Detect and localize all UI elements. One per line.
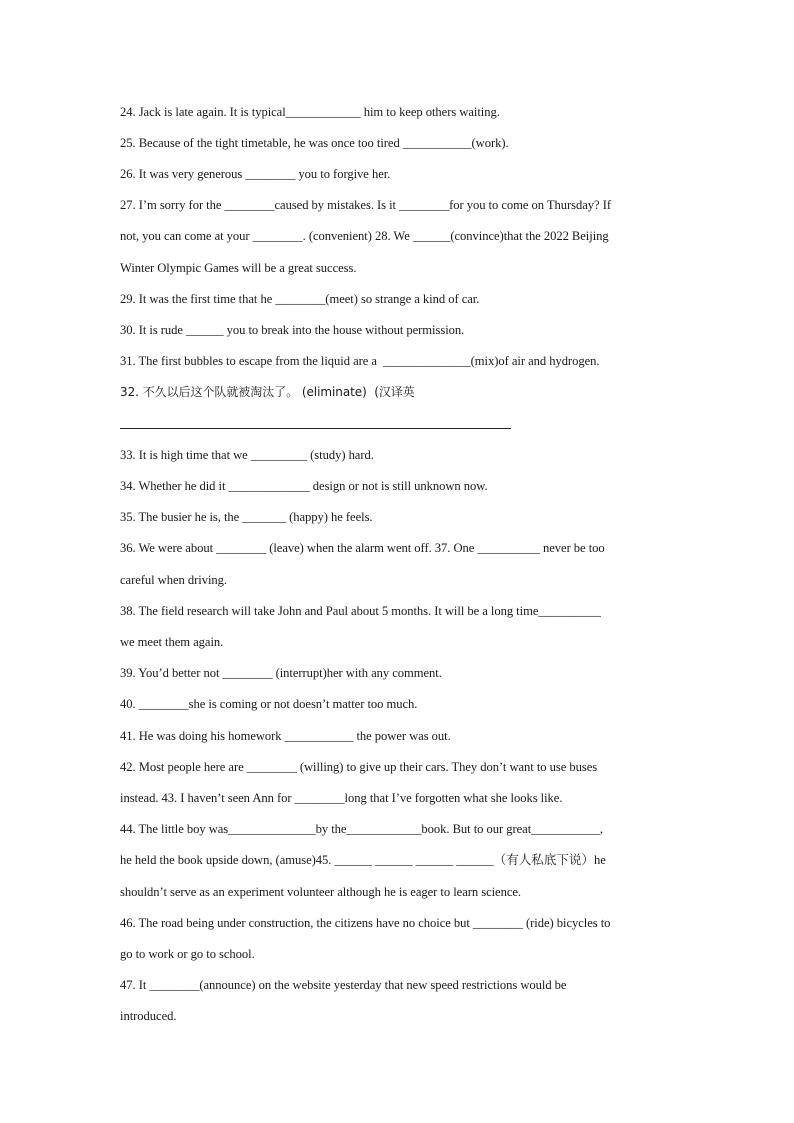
question-32: 32. 不久以后这个队就被淘汰了。 (eliminate) (汉译英 xyxy=(120,385,415,399)
question-47-line-2: introduced. xyxy=(120,1009,177,1023)
question-30: 30. It is rude ______ you to break into the house without permission. xyxy=(120,323,465,337)
question-41: 41. He was doing his homework ___________ the power was out. xyxy=(120,729,451,743)
question-47-line-1: 47. It ________(announce) on the website yesterday that new speed restrictions would be xyxy=(120,978,567,992)
question-37-line-2: careful when driving. xyxy=(120,573,228,587)
question-40: 40. ________she is coming or not doesn’t matter too much. xyxy=(120,697,418,711)
question-46-line-2: go to work or go to school. xyxy=(120,947,255,961)
question-26: 26. It was very generous ________ you to forgive her. xyxy=(120,167,391,181)
question-31: 31. The first bubbles to escape from the liquid are a ______________(mix)of air and hydrogen. xyxy=(120,354,600,368)
question-45-line-2: shouldn’t serve as an experiment volunteer although he is eager to learn science. xyxy=(120,885,522,899)
question-25: 25. Because of the tight timetable, he was once too tired ___________(work). xyxy=(120,136,509,150)
question-24: 24. Jack is late again. It is typical____________ him to keep others waiting. xyxy=(120,105,500,119)
answer-line-32 xyxy=(120,428,511,429)
question-44-45-line: he held the book upside down, (amuse)45. ______ ______ ______ ______（有人私底下说）he xyxy=(120,853,606,867)
question-35: 35. The busier he is, the _______ (happy) he feels. xyxy=(120,510,373,524)
question-36-37-line: 36. We were about ________ (leave) when the alarm went off. 37. One __________ never be too xyxy=(120,541,605,555)
question-42-43-line: instead. 43. I haven’t seen Ann for ________long that I’ve forgotten what she looks like. xyxy=(120,791,563,805)
question-29: 29. It was the first time that he ________(meet) so strange a kind of car. xyxy=(120,292,480,306)
question-46-line-1: 46. The road being under construction, the citizens have no choice but ________ (ride) bicycles to xyxy=(120,916,611,930)
question-27-line-1: 27. I’m sorry for the ________caused by mistakes. Is it ________for you to come on Thursday? If xyxy=(120,198,611,212)
question-42-line-1: 42. Most people here are ________ (willing) to give up their cars. They don’t want to use buses xyxy=(120,760,598,774)
question-38-line-1: 38. The field research will take John and Paul about 5 months. It will be a long time__________ xyxy=(120,604,601,618)
question-27-28-line: not, you can come at your ________. (convenient) 28. We ______(convince)that the 2022 Beijing xyxy=(120,229,609,243)
question-34: 34. Whether he did it _____________ design or not is still unknown now. xyxy=(120,479,488,493)
question-28-line-2: Winter Olympic Games will be a great success. xyxy=(120,261,357,275)
question-38-line-2: we meet them again. xyxy=(120,635,224,649)
question-39: 39. You’d better not ________ (interrupt)her with any comment. xyxy=(120,666,442,680)
question-44-line-1: 44. The little boy was______________by the____________book. But to our great___________, xyxy=(120,822,603,836)
question-33: 33. It is high time that we _________ (study) hard. xyxy=(120,448,374,462)
